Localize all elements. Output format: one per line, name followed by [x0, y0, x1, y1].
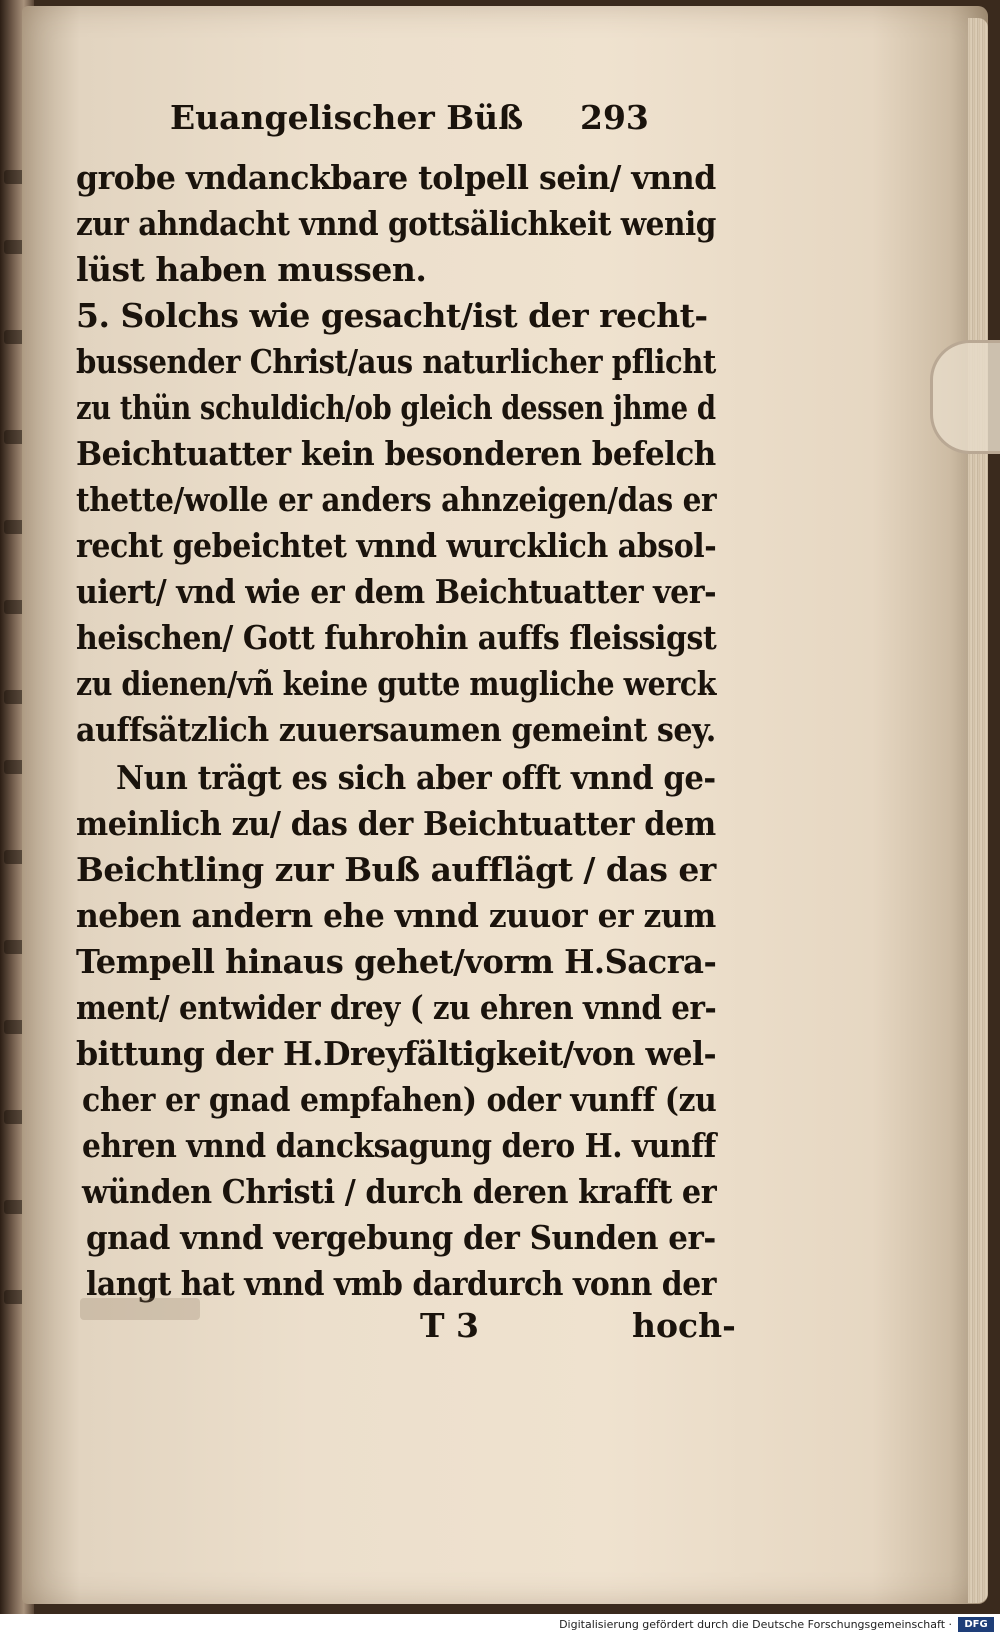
- page-number: 293: [580, 98, 649, 137]
- text-line: zu thün schuldich/ob gleich dessen jhme d: [76, 388, 716, 427]
- text-line: uiert/ vnd wie er dem Beichtuatter ver-: [76, 572, 717, 611]
- text-line: gnad vnnd vergebung der Sunden er-: [86, 1218, 716, 1257]
- text-line: langt hat vnnd vmb dardurch vonn der: [86, 1264, 717, 1303]
- text-line: thette/wolle er anders ahnzeigen/das er: [76, 480, 717, 519]
- text-line: Beichtuatter kein besonderen befelch: [76, 434, 716, 473]
- catchword: hoch-: [632, 1306, 736, 1345]
- text-line: cher er gnad empfahen) oder vunff (zu: [82, 1080, 717, 1119]
- digitization-footer: [0, 1614, 1000, 1635]
- text-line: wünden Christi / durch deren krafft er: [82, 1172, 717, 1211]
- text-line: zu dienen/vñ keine gutte mugliche werck: [76, 664, 716, 703]
- footer-credit: Digitalisierung gefördert durch die Deutsche Forschungsgemeinschaft ·: [559, 1618, 952, 1631]
- text-line: bussender Christ/aus naturlicher pflicht: [76, 342, 716, 381]
- page-clip: [930, 340, 1000, 454]
- page-edges: [968, 18, 988, 1603]
- text-line: heischen/ Gott fuhrohin auffs fleissigst: [76, 618, 717, 657]
- running-title: Euangelischer Büß: [170, 98, 524, 137]
- text-line: Beichtling zur Buß aufflägt / das er: [76, 850, 716, 889]
- text-line: Tempell hinaus gehet/vorm H.Sacra-: [76, 942, 717, 981]
- text-line: zur ahndacht vnnd gottsälichkeit wenig: [76, 204, 716, 243]
- running-header: [170, 98, 690, 138]
- faint-ink-mark: [80, 1298, 200, 1320]
- text-line: lüst haben mussen.: [76, 250, 427, 289]
- signature-mark: T 3: [420, 1306, 480, 1345]
- text-line: Nun trägt es sich aber offt vnnd ge-: [116, 758, 716, 797]
- text-line: bittung der H.Dreyfältigkeit/von wel-: [76, 1034, 717, 1073]
- text-line: meinlich zu/ das der Beichtuatter dem: [76, 804, 716, 843]
- text-line: neben andern ehe vnnd zuuor er zum: [76, 896, 716, 935]
- text-line: ehren vnnd dancksagung dero H. vunff: [82, 1126, 716, 1165]
- text-line: auffsätzlich zuuersaumen gemeint sey.: [76, 710, 716, 749]
- text-line: recht gebeichtet vnnd wurcklich absol-: [76, 526, 717, 565]
- text-line: ment/ entwider drey ( zu ehren vnnd er-: [76, 988, 717, 1027]
- text-line: 5. Solchs wie gesacht/ist der recht-: [76, 296, 708, 335]
- text-line: grobe vndanckbare tolpell sein/ vnnd: [76, 158, 716, 197]
- dfg-logo: DFG: [958, 1617, 994, 1632]
